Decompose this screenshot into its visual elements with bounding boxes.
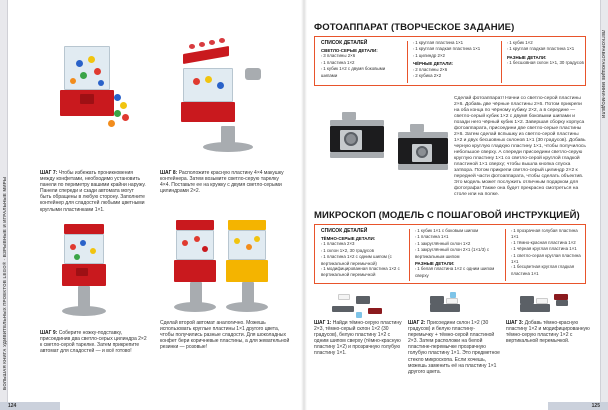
camera-part-item: ▪ 1 кубик 1×2 с двумя боковыми шипами (321, 66, 401, 78)
microscope-part-item: ▪ 1 светло-серая круглая пластина 1×1 (511, 253, 585, 265)
camera-part-item: ▪ 1 круглая гладкая пластина 1×1 (413, 46, 497, 52)
microscope-heading: РАЗНЫЕ ДЕТАЛИ: (415, 261, 455, 267)
microscope-part-item: ▪ 1 пластина 1×1 (415, 234, 503, 240)
camera-part-item: ▪ 1 бесшовная склон 1×1, 30 градусов (507, 60, 585, 66)
right-page (304, 0, 608, 410)
left-page-number: 124 (8, 403, 17, 409)
microscope-part-item: ▪ 1 бесцветная круглая гладкая пластина 1×1 (511, 264, 585, 276)
camera-part-item: ▪ 2 кубика 2×2 (413, 73, 497, 79)
camera-illustration (314, 104, 454, 190)
microscope-part-item: ▪ 1 закруглённый склон 2×1 (1×1/3) с вертикальным шипом (415, 247, 503, 259)
step9-illustration (50, 222, 130, 332)
right-running-head: ЛЕГКОРАБОТАЮЩИЕ МИНИ-МОДЕЛИ (601, 30, 606, 119)
microscope-step1-illustration (328, 290, 388, 322)
microscope-part-item: ▪ 1 склон 1×2, 30 градусов (321, 248, 405, 254)
right-page-number: 125 (591, 403, 600, 409)
step9-caption: ШАГ 9: Соберите ножку-подставку, присоединив два светло-серых цилиндра 2×2 к светло-серой тарелке. Затем прикрепите автомат для сладостей — и всё готово! (40, 330, 147, 355)
camera-parts-col-1 (321, 48, 401, 78)
step8-illustration (165, 40, 275, 160)
microscope-part-item: ▪ 1 чёрная круглая пластина 1×1 (511, 246, 585, 252)
step8-caption: ШАГ 8: Расположите красную пластину 4×4 макушку контейнера. Затем возьмите светло-серую тарелку 4×4. Поставьте ее на кружку с двумя светло-серыми цилиндрами 2×2. (160, 170, 284, 195)
microscope-step1-caption: ШАГ 1: Найди тёмно-серую пластину 2×3, тёмно-серый склон 1×2 (30 градусов), белую пластину 1×2 с одним шипом сверху (тёмно-красную пластину 1×2) и прозрачную голубую пластину 1×1. (314, 320, 402, 357)
microscope-part-item: ▪ 1 белая пластина 1×2 с одним шипом сверху (415, 266, 503, 278)
microscope-step2-caption: ШАГ 2: Присоедини склон 1×2 (30 градусов) и белую пластину-перемычку + тёмно-серой пластиной 2×3. Затем расположи на белой пластине-перемычке прозрачную голубую пластину 1×1. Это предметное стекло микроскопа. Если хочешь, можешь заменить её на пластину 1×1 другого цвета. (408, 320, 500, 375)
microscope-part-item: ▪ 1 тёмно-красная пластина 1×2 (511, 240, 585, 246)
microscope-part-item: ▪ 1 прозрачная голубая пластина 1×1 (511, 228, 585, 240)
camera-heading: ЧЁРНЫЕ ДЕТАЛИ: (413, 61, 453, 67)
camera-part-item: ▪ 1 пластина 1×2 (321, 60, 401, 66)
microscope-title: МИКРОСКОП (МОДЕЛЬ С ПОШАГОВОЙ ИНСТРУКЦИЕЙ) (314, 210, 580, 221)
microscope-parts-col-3 (511, 228, 585, 276)
microscope-parts-col-2 (415, 228, 503, 278)
microscope-part-item: ▪ 1 пластина 2×3 (321, 241, 405, 247)
step7-caption: ШАГ 7: Чтобы избежать проникновения между конфетами, необходимо установить панели по периметру вашими крайни наружу. Панели спереди и сзади автомата могут быть обращены в любую сторону. Заполните контейнер для сладостей любыми цветными круглыми пластинками 1×1. (40, 170, 146, 213)
second-machine-caption: Сделай второй автомат аналогично. Можешь использовать круглые пластины 1×1 другого цвета, чтобы получились разные сладости. Для шоколадных конфет бери коричневые пластины, а для жевательной резинки — розовые! (160, 320, 290, 351)
microscope-parts-box (314, 224, 586, 284)
microscope-parts-title: СПИСОК ДЕТАЛЕЙ (321, 228, 368, 234)
camera-part-item: ▪ 1 цилиндр 2×2 (413, 53, 497, 59)
microscope-step3-illustration (510, 290, 580, 322)
microscope-step3-caption: ШАГ 3: Добавь тёмно-красную пластину 1×2 и модифицированную тёмно-серую пластину 1×2 с вертикальной перемычкой. (506, 320, 590, 345)
microscope-part-item: ▪ 1 модифицированная пластина 1×2 с вертикальной перемычкой (321, 266, 405, 278)
microscope-parts-col-1 (321, 236, 405, 278)
camera-part-item: ▪ 2 пластины 2×6 (413, 67, 497, 73)
camera-parts-title: СПИСОК ДЕТАЛЕЙ (321, 40, 368, 46)
two-machines-illustration (170, 214, 280, 334)
camera-parts-col-2 (413, 40, 497, 79)
microscope-part-item: ▪ 1 пластина 1×2 с одним шипом (с вертикальной перемычкой) (321, 254, 405, 266)
camera-part-item: ▪ 1 кубик 1×2 (507, 40, 585, 46)
microscope-step2-illustration (420, 290, 480, 322)
camera-parts-col-3 (507, 40, 585, 67)
camera-part-item: ▪ 1 круглая пластина 1×1 (413, 40, 497, 46)
step7-illustration (40, 40, 130, 140)
camera-heading: СВЕТЛО-СЕРЫЕ ДЕТАЛИ: (321, 48, 378, 53)
microscope-part-item: ▪ 1 закруглённый склон 1×2 (415, 241, 503, 247)
camera-parts-box (314, 36, 586, 86)
left-running-head: БОЛЬШАЯ КНИГА УДИВИТЕЛЬНЫХ ПРОЕКТОВ LEGO® · ВЗРЫВНЫЕ И ИГРАЛЬНЫЕ МИРЫ (2, 176, 7, 390)
camera-instructions: Сделай фотоаппарат! Начни со светло-серой пластины 2×6. Добавь две чёрные пластины 2×6. Потом прикрепи на оба конца по чёрному кубику 2×2, а в середине — светло-серый кубик 1×2 с двумя боковыми шипами и позади него чёрный кубик 1×2. Завершая сборку корпуса фотоаппарата, присоедини две светло-серые пластины 2×6. Затем сделай вспышку из светло-серой пластины 1×2 и двух бесшовных склонов 1×1 (30 градусов). Добавь черную круглую гладкую пластину 1×1, чтобы получилось небольшое сверху. А спереди присоедини светло-серую круглую пластину 1×1 со светло-серой круглой гладкой пластиной 1×1 сверху; чтобы вышла кнопка спуска затвора. Потом прикрепи светло-серый цилиндр 2×2 к передней части фотоаппарата, чтобы сделать объектив. Это модель может послужить отличным подарком для фотографа! Также она будет прекрасно смотреться на столе или на полке. (454, 96, 586, 197)
camera-heading: РАЗНЫЕ ДЕТАЛИ: (507, 54, 547, 60)
camera-part-item: ▪ 3 пластины 2×6 (321, 53, 401, 59)
microscope-part-item: ▪ 1 кубик 1×1 с боковым шипом (415, 228, 503, 234)
camera-part-item: ▪ 1 круглая гладкая пластина 1×1 (507, 46, 585, 52)
microscope-heading: ТЁМНО-СЕРЫЕ ДЕТАЛИ: (321, 236, 376, 241)
camera-title: ФОТОАППАРАТ (ТВОРЧЕСКОЕ ЗАДАНИЕ) (314, 22, 515, 33)
